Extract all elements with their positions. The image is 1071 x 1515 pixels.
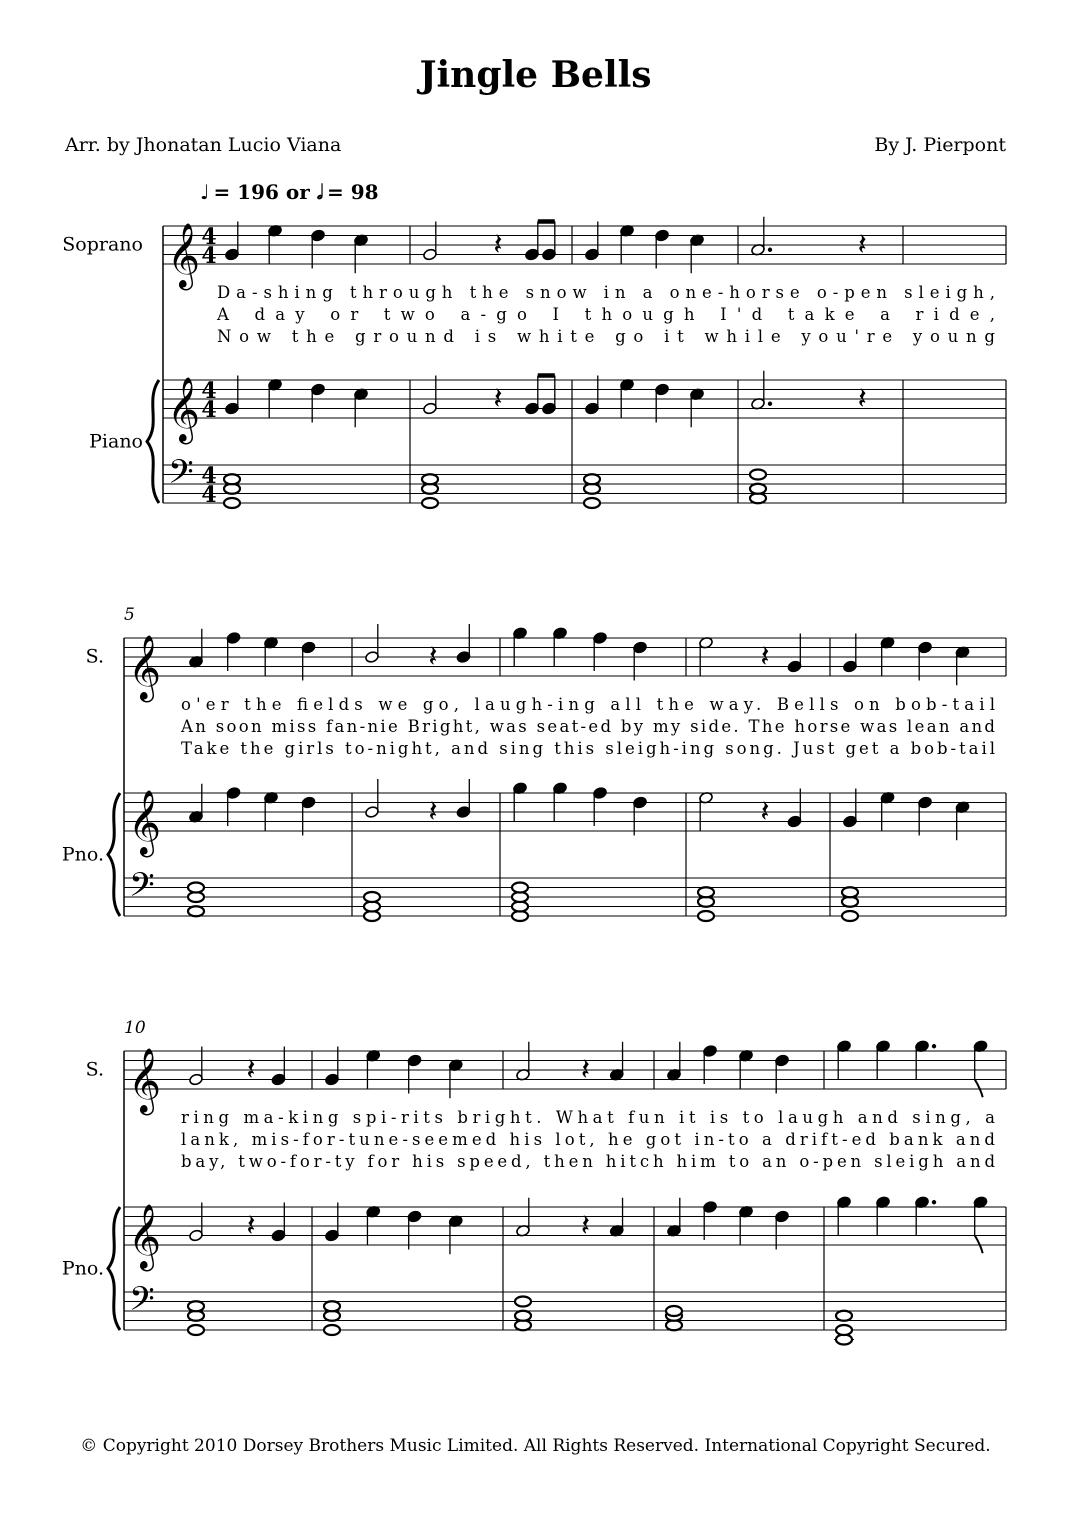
quarter-note-icon: ♩ [200, 180, 210, 204]
whole-note-head [188, 906, 204, 916]
copyright-notice: © Copyright 2010 Dorsey Brothers Music Limited. All Rights Reserved. International Copyright Secured. [80, 1436, 991, 1456]
bass-clef-icon: 𝄢 [168, 453, 194, 500]
treble-clef-icon: 𝄞 [167, 223, 201, 288]
measure-number: 5 [124, 605, 135, 625]
whole-note-head [324, 1325, 340, 1335]
dot [768, 248, 772, 252]
whole-note-head [188, 883, 204, 893]
quarter-rest-icon: 𝄽 [760, 794, 770, 830]
whole-note-head [836, 1325, 852, 1335]
quarter-rest-icon: 𝄽 [246, 1052, 256, 1088]
treble-clef-icon: 𝄞 [128, 790, 162, 855]
quarter-rest-icon: 𝄽 [580, 1208, 591, 1244]
whole-note-head [584, 498, 600, 508]
instrument-label-piano: Pno. [61, 1257, 104, 1280]
instrument-label-piano: Pno. [61, 843, 104, 866]
whole-note-head [698, 887, 714, 897]
instrument-label-soprano: Soprano [62, 233, 143, 256]
whole-note-head [836, 1311, 852, 1321]
whole-note-head [666, 1306, 682, 1316]
whole-note-head [224, 498, 240, 508]
time-signature-numerator: 4 [201, 224, 217, 250]
quarter-rest-icon: 𝄽 [580, 1052, 591, 1088]
half-note-icon: 𝅗𝅥 [316, 180, 324, 204]
bass-clef-icon: 𝄢 [129, 866, 155, 913]
whole-note-head [750, 470, 766, 480]
bass-clef-icon: 𝄢 [129, 1280, 155, 1327]
treble-clef-icon: 𝄞 [128, 1204, 162, 1269]
dot [768, 402, 772, 406]
whole-note-head [188, 1325, 204, 1335]
whole-note-head [324, 1301, 340, 1311]
quarter-rest-icon: 𝄽 [760, 639, 770, 675]
lyric-line: bay, two-for-ty for his speed, then hitch him to an o-pen sleigh and [181, 1152, 995, 1171]
piano-brace [147, 380, 159, 503]
whole-note-head [515, 1297, 531, 1307]
whole-note-head [512, 883, 528, 893]
lyric-line: Now the ground is white go it while you're young [217, 327, 995, 346]
dot [932, 1044, 936, 1048]
quarter-rest-icon: 𝄽 [857, 227, 867, 263]
whole-note-head [698, 911, 714, 921]
lyric-line: lank, mis-for-tune-seemed his lot, he got in-to a drift-ed bank and [181, 1130, 995, 1149]
time-signature-denominator: 4 [201, 243, 217, 269]
quarter-rest-icon: 𝄽 [246, 1208, 256, 1244]
lyric-line: A day or two a-go I though I'd take a ride, [217, 305, 995, 324]
lyric-line: An soon miss fan-nie Bright, was seat-ed by my side. The horse was lean and [181, 717, 995, 736]
whole-note-head [750, 484, 766, 494]
lyric-line: o'er the fields we go, laugh-ing all the way. Bells on bob-tail [181, 695, 995, 714]
dot [932, 1200, 936, 1204]
quarter-rest-icon: 𝄽 [428, 794, 438, 830]
quarter-rest-icon: 𝄽 [493, 381, 503, 417]
whole-note-head [364, 892, 380, 902]
whole-note-head [515, 1311, 531, 1321]
time-signature-numerator: 4 [201, 378, 217, 404]
eighth-flag [975, 1235, 983, 1253]
lyric-line: Take the girls to-night, and sing this sleigh-ing song. Just get a bob-tail [180, 739, 996, 758]
instrument-label-piano: Piano [89, 430, 143, 453]
lyric-line: Da-shing through the snow in a one-horse o-pen sleigh, [217, 283, 995, 302]
treble-clef-icon: 𝄞 [128, 635, 162, 700]
treble-clef-icon: 𝄞 [128, 1048, 162, 1113]
piano-brace [108, 793, 120, 916]
quarter-rest-icon: 𝄽 [493, 227, 503, 263]
lyric-line: ring ma-king spi-rits bright. What fun it is to laugh and sing, a [181, 1108, 995, 1127]
score-title: Jingle Bells [419, 54, 652, 96]
time-signature-denominator: 4 [201, 482, 217, 508]
composer-credit: By J. Pierpont [874, 134, 1006, 156]
piano-brace [108, 1207, 120, 1330]
tempo-value-b: = 98 [327, 180, 379, 204]
time-signature-numerator: 4 [201, 463, 217, 489]
quarter-rest-icon: 𝄽 [857, 381, 867, 417]
measure-number: 10 [124, 1018, 146, 1038]
tempo-value-a: = 196 or [213, 180, 310, 204]
eighth-flag [975, 1079, 983, 1097]
whole-note-head [422, 498, 438, 508]
quarter-rest-icon: 𝄽 [428, 639, 438, 675]
instrument-label-soprano: S. [85, 1058, 104, 1081]
whole-note-head [224, 474, 240, 484]
treble-clef-icon: 𝄞 [167, 377, 201, 442]
whole-note-head [842, 887, 858, 897]
whole-note-head [188, 1301, 204, 1311]
instrument-label-soprano: S. [85, 645, 104, 668]
whole-note-head [584, 474, 600, 484]
time-signature-denominator: 4 [201, 397, 217, 423]
whole-note-head [842, 911, 858, 921]
whole-note-head [422, 474, 438, 484]
arranger-credit: Arr. by Jhonatan Lucio Viana [65, 134, 342, 156]
